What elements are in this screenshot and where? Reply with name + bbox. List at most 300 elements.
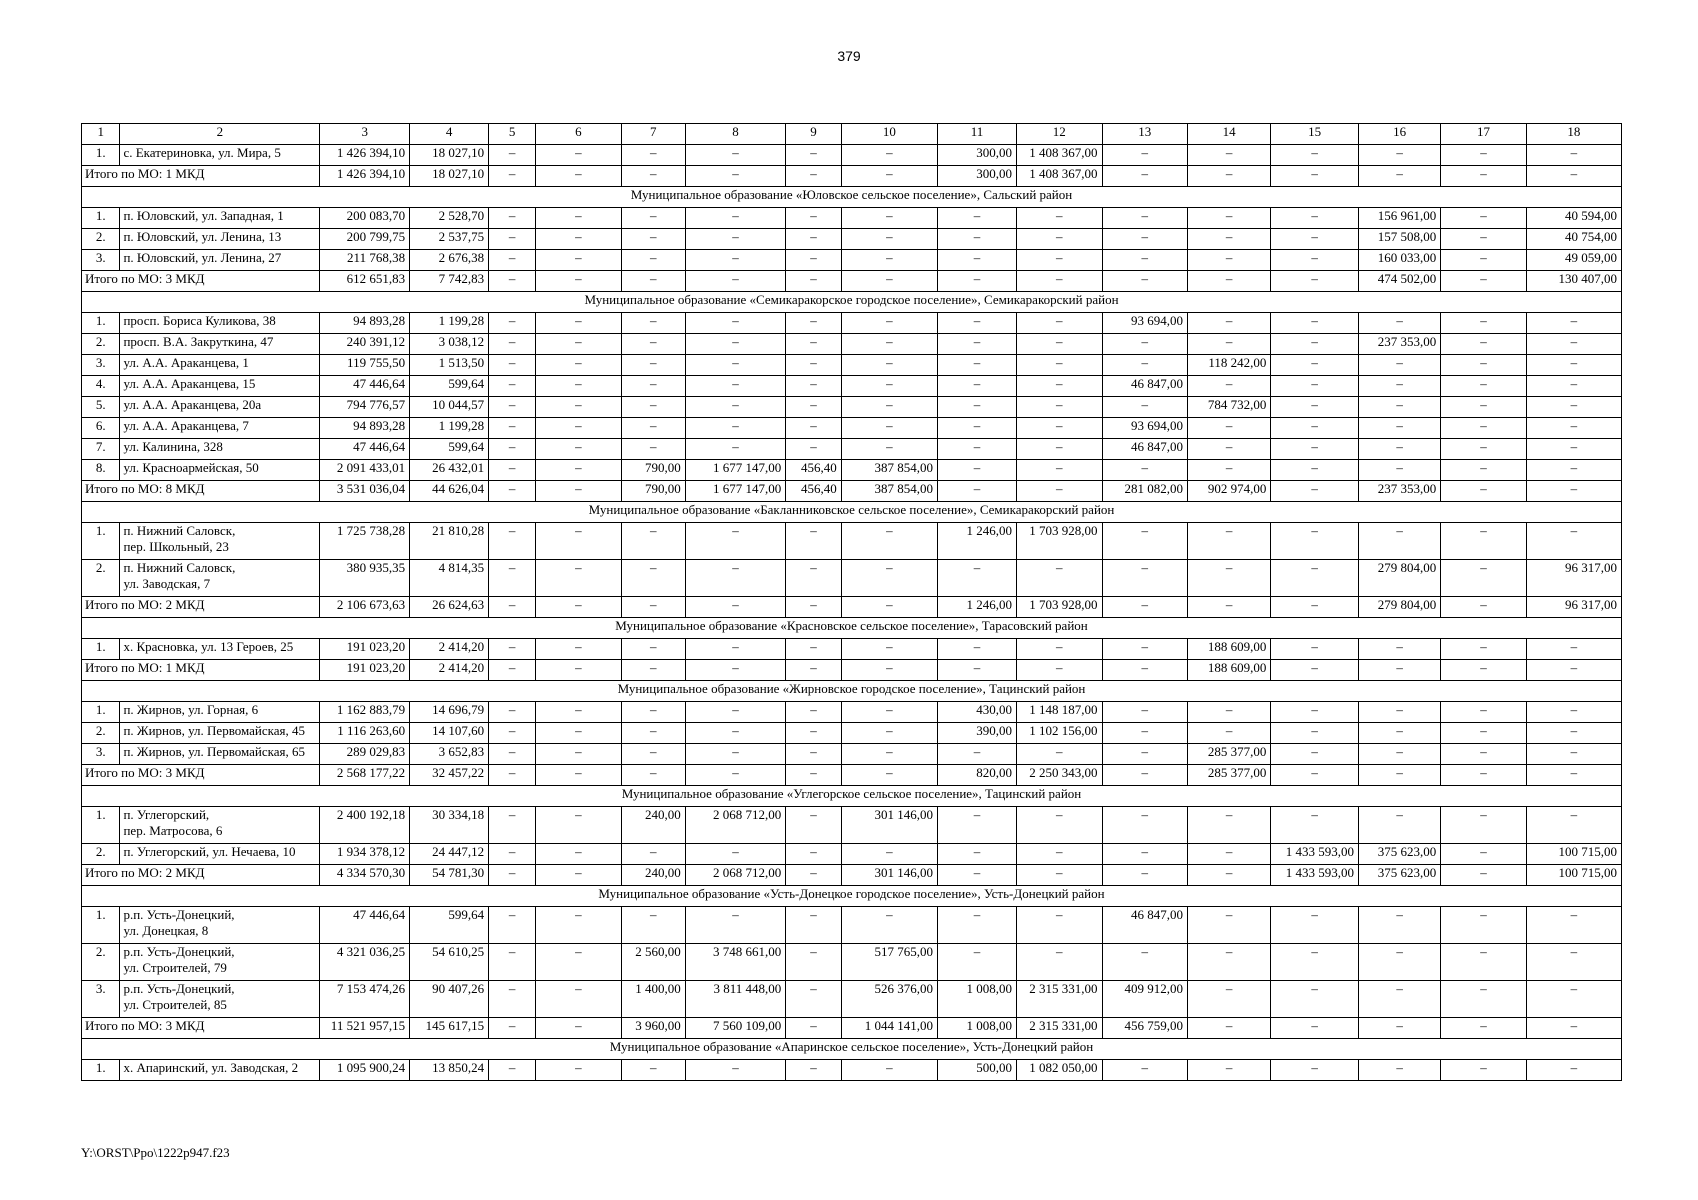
value-cell: 54 781,30: [410, 865, 489, 886]
value-cell: 1 116 263,60: [320, 723, 410, 744]
value-cell: –: [536, 376, 621, 397]
value-cell: –: [1102, 560, 1187, 597]
value-cell: –: [1271, 660, 1359, 681]
value-cell: –: [536, 907, 621, 944]
value-cell: –: [1441, 807, 1526, 844]
value-cell: –: [1358, 355, 1440, 376]
table-row: [82, 723, 1622, 744]
value-cell: 1 148 187,00: [1017, 702, 1102, 723]
value-cell: –: [1358, 723, 1440, 744]
address-cell: [120, 1060, 320, 1081]
value-cell: –: [937, 744, 1016, 765]
value-cell: –: [489, 981, 536, 1018]
value-cell: –: [1017, 229, 1102, 250]
value-cell: –: [489, 145, 536, 166]
value-cell: –: [489, 229, 536, 250]
value-cell: –: [1358, 397, 1440, 418]
value-cell: –: [1526, 1060, 1621, 1081]
value-cell: –: [621, 639, 685, 660]
value-cell: –: [685, 439, 785, 460]
value-cell: –: [1017, 844, 1102, 865]
value-cell: –: [1102, 844, 1187, 865]
value-cell: –: [536, 702, 621, 723]
value-cell: 500,00: [937, 1060, 1016, 1081]
address-line: ул. А.А. Араканцева, 20а: [123, 397, 262, 412]
column-number: 13: [1102, 124, 1187, 145]
value-cell: –: [621, 1060, 685, 1081]
value-cell: –: [536, 765, 621, 786]
value-cell: –: [1441, 723, 1526, 744]
address-line: п. Нижний Саловск,: [123, 560, 236, 575]
value-cell: –: [1271, 807, 1359, 844]
value-cell: 2 091 433,01: [320, 460, 410, 481]
column-number: 1: [82, 124, 120, 145]
table-row: [82, 844, 1622, 865]
table-row: [82, 981, 1622, 1018]
value-cell: 200 799,75: [320, 229, 410, 250]
value-cell: 1 725 738,28: [320, 523, 410, 560]
value-cell: –: [1017, 397, 1102, 418]
value-cell: –: [489, 865, 536, 886]
value-cell: –: [1441, 523, 1526, 560]
value-cell: –: [937, 334, 1016, 355]
value-cell: –: [1102, 271, 1187, 292]
row-index: 3.: [82, 250, 120, 271]
value-cell: –: [536, 439, 621, 460]
address-line: пер. Школьный, 23: [123, 539, 229, 554]
value-cell: –: [786, 723, 842, 744]
value-cell: –: [1441, 844, 1526, 865]
total-row: [82, 481, 1622, 502]
value-cell: –: [841, 660, 937, 681]
value-cell: –: [1017, 208, 1102, 229]
value-cell: 240 391,12: [320, 334, 410, 355]
value-cell: 93 694,00: [1102, 313, 1187, 334]
value-cell: –: [1271, 229, 1359, 250]
section-header-row: [82, 618, 1622, 639]
value-cell: –: [1526, 397, 1621, 418]
value-cell: –: [1271, 981, 1359, 1018]
value-cell: 1 246,00: [937, 597, 1016, 618]
row-index: 2.: [82, 334, 120, 355]
value-cell: 387 854,00: [841, 481, 937, 502]
value-cell: 526 376,00: [841, 981, 937, 1018]
value-cell: –: [489, 439, 536, 460]
value-cell: 4 814,35: [410, 560, 489, 597]
value-cell: –: [621, 166, 685, 187]
value-cell: –: [841, 844, 937, 865]
value-cell: –: [1526, 418, 1621, 439]
value-cell: –: [1102, 523, 1187, 560]
value-cell: –: [841, 313, 937, 334]
value-cell: –: [1102, 702, 1187, 723]
value-cell: 1 199,28: [410, 418, 489, 439]
value-cell: –: [489, 744, 536, 765]
value-cell: 3 748 661,00: [685, 944, 785, 981]
value-cell: –: [1358, 313, 1440, 334]
value-cell: –: [1358, 639, 1440, 660]
value-cell: –: [1188, 723, 1271, 744]
address-cell: [120, 981, 320, 1018]
value-cell: –: [489, 1060, 536, 1081]
value-cell: –: [1188, 271, 1271, 292]
value-cell: –: [685, 229, 785, 250]
value-cell: –: [1102, 208, 1187, 229]
value-cell: –: [621, 844, 685, 865]
value-cell: –: [1441, 271, 1526, 292]
value-cell: 2 537,75: [410, 229, 489, 250]
value-cell: –: [1441, 166, 1526, 187]
value-cell: –: [1526, 907, 1621, 944]
value-cell: 612 651,83: [320, 271, 410, 292]
value-cell: 94 893,28: [320, 418, 410, 439]
value-cell: –: [1526, 523, 1621, 560]
address-cell: [120, 807, 320, 844]
section-title: Муниципальное образование «Жирновское городское поселение», Тацинский район: [82, 681, 1622, 702]
value-cell: –: [1017, 271, 1102, 292]
value-cell: –: [536, 1060, 621, 1081]
value-cell: –: [1017, 376, 1102, 397]
value-cell: –: [621, 229, 685, 250]
value-cell: –: [841, 334, 937, 355]
value-cell: –: [1271, 208, 1359, 229]
value-cell: –: [1102, 865, 1187, 886]
column-number-row: [82, 124, 1622, 145]
address-cell: [120, 439, 320, 460]
value-cell: –: [1526, 639, 1621, 660]
value-cell: –: [621, 271, 685, 292]
value-cell: 7 153 474,26: [320, 981, 410, 1018]
value-cell: 100 715,00: [1526, 844, 1621, 865]
value-cell: –: [937, 639, 1016, 660]
address-line: п. Жирнов, ул. Первомайская, 45: [123, 723, 306, 738]
value-cell: –: [489, 334, 536, 355]
value-cell: –: [1526, 765, 1621, 786]
value-cell: –: [685, 907, 785, 944]
value-cell: –: [1358, 807, 1440, 844]
value-cell: –: [841, 376, 937, 397]
value-cell: –: [786, 1018, 842, 1039]
table-row: [82, 702, 1622, 723]
value-cell: –: [621, 765, 685, 786]
address-line: п. Жирнов, ул. Первомайская, 65: [123, 744, 306, 759]
row-index: 1.: [82, 145, 120, 166]
value-cell: 2 400 192,18: [320, 807, 410, 844]
value-cell: 14 107,60: [410, 723, 489, 744]
value-cell: –: [489, 1018, 536, 1039]
value-cell: 119 755,50: [320, 355, 410, 376]
section-header-row: [82, 786, 1622, 807]
value-cell: –: [685, 376, 785, 397]
value-cell: 3 038,12: [410, 334, 489, 355]
value-cell: 430,00: [937, 702, 1016, 723]
value-cell: –: [1017, 481, 1102, 502]
value-cell: –: [1271, 597, 1359, 618]
value-cell: –: [685, 523, 785, 560]
table-row: [82, 250, 1622, 271]
value-cell: –: [1526, 145, 1621, 166]
value-cell: –: [489, 944, 536, 981]
value-cell: 279 804,00: [1358, 597, 1440, 618]
value-cell: –: [621, 907, 685, 944]
value-cell: –: [536, 807, 621, 844]
value-cell: –: [1526, 744, 1621, 765]
value-cell: 1 102 156,00: [1017, 723, 1102, 744]
value-cell: 1 162 883,79: [320, 702, 410, 723]
section-title: Муниципальное образование «Углегорское сельское поселение», Тацинский район: [82, 786, 1622, 807]
address-cell: [120, 313, 320, 334]
total-row: [82, 1018, 1622, 1039]
value-cell: –: [841, 765, 937, 786]
value-cell: –: [489, 418, 536, 439]
value-cell: –: [489, 807, 536, 844]
value-cell: 40 754,00: [1526, 229, 1621, 250]
value-cell: –: [489, 523, 536, 560]
value-cell: 301 146,00: [841, 807, 937, 844]
value-cell: –: [1102, 639, 1187, 660]
value-cell: 188 609,00: [1188, 639, 1271, 660]
address-line: п. Углегорский, ул. Нечаева, 10: [123, 844, 296, 859]
value-cell: –: [1526, 313, 1621, 334]
value-cell: –: [1441, 439, 1526, 460]
value-cell: 902 974,00: [1188, 481, 1271, 502]
value-cell: 1 433 593,00: [1271, 865, 1359, 886]
value-cell: –: [621, 439, 685, 460]
value-cell: 18 027,10: [410, 145, 489, 166]
value-cell: 517 765,00: [841, 944, 937, 981]
value-cell: 599,64: [410, 376, 489, 397]
value-cell: 2 528,70: [410, 208, 489, 229]
value-cell: –: [536, 744, 621, 765]
address-cell: [120, 702, 320, 723]
value-cell: –: [685, 723, 785, 744]
value-cell: –: [1188, 145, 1271, 166]
row-index: 8.: [82, 460, 120, 481]
value-cell: –: [489, 907, 536, 944]
value-cell: 1 400,00: [621, 981, 685, 1018]
value-cell: 2 250 343,00: [1017, 765, 1102, 786]
value-cell: –: [1526, 376, 1621, 397]
value-cell: 279 804,00: [1358, 560, 1440, 597]
value-cell: –: [489, 639, 536, 660]
value-cell: 2 315 331,00: [1017, 1018, 1102, 1039]
address-line: ул. Донецкая, 8: [123, 923, 209, 938]
value-cell: –: [1017, 744, 1102, 765]
column-number: 16: [1358, 124, 1440, 145]
value-cell: 157 508,00: [1358, 229, 1440, 250]
value-cell: 26 624,63: [410, 597, 489, 618]
value-cell: 188 609,00: [1188, 660, 1271, 681]
address-line: просп. В.А. Закруткина, 47: [123, 334, 274, 349]
value-cell: –: [786, 439, 842, 460]
value-cell: –: [536, 523, 621, 560]
address-line: п. Углегорский,: [123, 807, 210, 822]
table-row: [82, 376, 1622, 397]
value-cell: –: [621, 702, 685, 723]
value-cell: –: [685, 166, 785, 187]
value-cell: 1 433 593,00: [1271, 844, 1359, 865]
value-cell: –: [1017, 944, 1102, 981]
value-cell: –: [1441, 597, 1526, 618]
address-cell: [120, 723, 320, 744]
value-cell: –: [1271, 702, 1359, 723]
address-line: р.п. Усть-Донецкий,: [123, 907, 235, 922]
value-cell: 375 623,00: [1358, 844, 1440, 865]
value-cell: 390,00: [937, 723, 1016, 744]
value-cell: 1 677 147,00: [685, 460, 785, 481]
row-index: 2.: [82, 844, 120, 865]
value-cell: –: [937, 271, 1016, 292]
value-cell: 47 446,64: [320, 907, 410, 944]
value-cell: 2 560,00: [621, 944, 685, 981]
value-cell: –: [1358, 523, 1440, 560]
value-cell: –: [621, 418, 685, 439]
value-cell: 285 377,00: [1188, 765, 1271, 786]
total-label: Итого по МО: 1 МКД: [82, 166, 320, 187]
value-cell: –: [685, 844, 785, 865]
value-cell: –: [621, 250, 685, 271]
value-cell: –: [937, 844, 1016, 865]
value-cell: –: [1271, 560, 1359, 597]
value-cell: –: [621, 660, 685, 681]
value-cell: –: [786, 397, 842, 418]
row-index: 1.: [82, 702, 120, 723]
value-cell: –: [937, 439, 1016, 460]
value-cell: 794 776,57: [320, 397, 410, 418]
value-cell: –: [1271, 355, 1359, 376]
value-cell: –: [841, 597, 937, 618]
value-cell: 1 095 900,24: [320, 1060, 410, 1081]
table-row: [82, 418, 1622, 439]
value-cell: 1 082 050,00: [1017, 1060, 1102, 1081]
value-cell: –: [536, 250, 621, 271]
value-cell: –: [685, 145, 785, 166]
value-cell: –: [1441, 907, 1526, 944]
value-cell: –: [621, 145, 685, 166]
value-cell: –: [489, 355, 536, 376]
value-cell: –: [536, 865, 621, 886]
value-cell: –: [1102, 723, 1187, 744]
value-cell: –: [1188, 597, 1271, 618]
value-cell: 44 626,04: [410, 481, 489, 502]
value-cell: –: [786, 702, 842, 723]
value-cell: –: [1188, 418, 1271, 439]
table-row: [82, 907, 1622, 944]
value-cell: 7 560 109,00: [685, 1018, 785, 1039]
value-cell: –: [1526, 702, 1621, 723]
column-number: 7: [621, 124, 685, 145]
total-row: [82, 865, 1622, 886]
value-cell: –: [1358, 439, 1440, 460]
total-label: Итого по МО: 2 МКД: [82, 865, 320, 886]
value-cell: –: [937, 229, 1016, 250]
value-cell: –: [1188, 560, 1271, 597]
value-cell: –: [1441, 1060, 1526, 1081]
row-index: 2.: [82, 560, 120, 597]
address-cell: [120, 639, 320, 660]
value-cell: –: [841, 166, 937, 187]
value-cell: –: [685, 744, 785, 765]
value-cell: –: [786, 981, 842, 1018]
value-cell: –: [1271, 271, 1359, 292]
value-cell: 46 847,00: [1102, 439, 1187, 460]
value-cell: –: [1358, 981, 1440, 1018]
value-cell: –: [621, 355, 685, 376]
value-cell: 46 847,00: [1102, 376, 1187, 397]
value-cell: 237 353,00: [1358, 481, 1440, 502]
value-cell: –: [841, 439, 937, 460]
address-line: п. Юловский, ул. Ленина, 13: [123, 229, 282, 244]
row-index: 2.: [82, 229, 120, 250]
column-number: 9: [786, 124, 842, 145]
value-cell: 300,00: [937, 145, 1016, 166]
value-cell: –: [621, 208, 685, 229]
value-cell: –: [536, 944, 621, 981]
row-index: 2.: [82, 723, 120, 744]
value-cell: 11 521 957,15: [320, 1018, 410, 1039]
value-cell: –: [536, 460, 621, 481]
value-cell: 1 426 394,10: [320, 145, 410, 166]
column-number: 3: [320, 124, 410, 145]
value-cell: –: [536, 397, 621, 418]
address-cell: [120, 334, 320, 355]
value-cell: –: [1526, 944, 1621, 981]
value-cell: –: [489, 313, 536, 334]
address-line: п. Жирнов, ул. Горная, 6: [123, 702, 259, 717]
address-line: ул. Строителей, 79: [123, 960, 227, 975]
value-cell: 1 199,28: [410, 313, 489, 334]
total-label: Итого по МО: 2 МКД: [82, 597, 320, 618]
value-cell: –: [685, 397, 785, 418]
table-row: [82, 744, 1622, 765]
value-cell: –: [1188, 334, 1271, 355]
section-title: Муниципальное образование «Усть-Донецкое городское поселение», Усть-Донецкий район: [82, 886, 1622, 907]
value-cell: 14 696,79: [410, 702, 489, 723]
value-cell: –: [786, 660, 842, 681]
value-cell: –: [489, 844, 536, 865]
value-cell: 790,00: [621, 460, 685, 481]
address-line: просп. Бориса Куликова, 38: [123, 313, 276, 328]
value-cell: –: [536, 229, 621, 250]
value-cell: –: [1188, 1018, 1271, 1039]
value-cell: –: [937, 481, 1016, 502]
column-number: 8: [685, 124, 785, 145]
value-cell: –: [1526, 460, 1621, 481]
value-cell: 2 068 712,00: [685, 865, 785, 886]
value-cell: 21 810,28: [410, 523, 489, 560]
column-number: 14: [1188, 124, 1271, 145]
value-cell: 1 008,00: [937, 981, 1016, 1018]
value-cell: –: [1271, 907, 1359, 944]
row-index: 3.: [82, 981, 120, 1018]
value-cell: –: [489, 481, 536, 502]
value-cell: 30 334,18: [410, 807, 489, 844]
value-cell: –: [621, 376, 685, 397]
column-number: 15: [1271, 124, 1359, 145]
value-cell: –: [1526, 166, 1621, 187]
section-header-row: [82, 292, 1622, 313]
value-cell: –: [685, 208, 785, 229]
value-cell: –: [1102, 166, 1187, 187]
total-row: [82, 597, 1622, 618]
value-cell: –: [1526, 481, 1621, 502]
value-cell: –: [786, 944, 842, 981]
value-cell: 2 676,38: [410, 250, 489, 271]
value-cell: –: [489, 208, 536, 229]
row-index: 1.: [82, 523, 120, 560]
value-cell: –: [1441, 250, 1526, 271]
value-cell: –: [937, 865, 1016, 886]
